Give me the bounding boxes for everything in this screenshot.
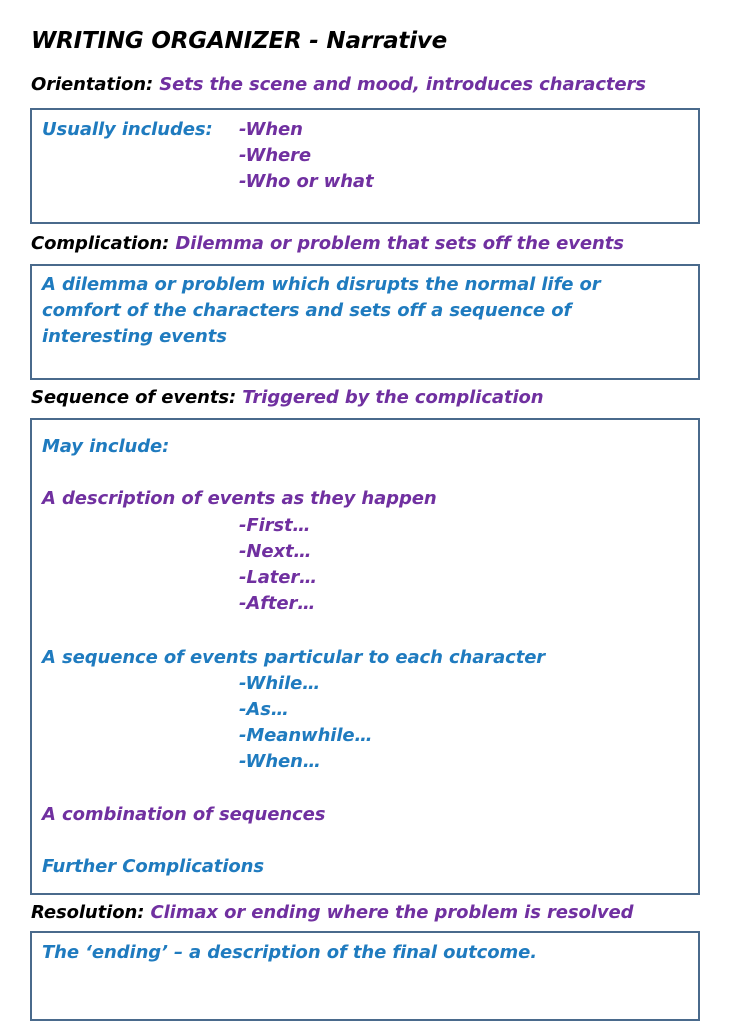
orientation-item-when: -When [239, 119, 303, 140]
sequence-group1-item: -After… [239, 593, 316, 614]
sequence-group2-item: -Meanwhile… [239, 725, 373, 746]
resolution-description: Climax or ending where the problem is resolved [150, 902, 634, 923]
sequence-group1-item: -Next… [239, 541, 312, 562]
resolution-box [30, 931, 700, 1021]
resolution-label: Resolution: [31, 902, 145, 923]
sequence-intro: May include: [42, 436, 170, 457]
orientation-heading [31, 74, 646, 95]
complication-heading [31, 233, 624, 254]
sequence-further: Further Complications [42, 856, 264, 877]
complication-box [30, 264, 700, 380]
sequence-group1-item: -First… [239, 515, 311, 536]
complication-label: Complication: [31, 233, 170, 254]
orientation-label: Orientation: [31, 74, 154, 95]
complication-line-1: A dilemma or problem which disrupts the normal life or [42, 274, 601, 295]
resolution-heading [31, 902, 633, 923]
sequence-box [30, 418, 700, 895]
orientation-description: Sets the scene and mood, introduces characters [159, 74, 646, 95]
sequence-group2-item: -When… [239, 751, 321, 772]
sequence-label: Sequence of events: [31, 387, 237, 408]
page-title: WRITING ORGANIZER - Narrative [31, 28, 448, 54]
sequence-description: Triggered by the complication [242, 387, 544, 408]
sequence-heading [31, 387, 544, 408]
orientation-item-where: -Where [239, 145, 312, 166]
complication-description: Dilemma or problem that sets off the events [175, 233, 624, 254]
sequence-combination: A combination of sequences [42, 804, 326, 825]
orientation-intro: Usually includes: [42, 119, 213, 140]
sequence-group2-item: -As… [239, 699, 289, 720]
complication-line-3: interesting events [42, 326, 227, 347]
complication-line-2: comfort of the characters and sets off a sequence of [42, 300, 572, 321]
sequence-group1-heading: A description of events as they happen [42, 488, 437, 509]
sequence-group1-item: -Later… [239, 567, 318, 588]
orientation-box [30, 108, 700, 224]
orientation-item-who: -Who or what [239, 171, 374, 192]
resolution-text: The ‘ending’ – a description of the final outcome. [42, 942, 537, 963]
sequence-group2-heading: A sequence of events particular to each character [42, 647, 546, 668]
sequence-group2-item: -While… [239, 673, 321, 694]
